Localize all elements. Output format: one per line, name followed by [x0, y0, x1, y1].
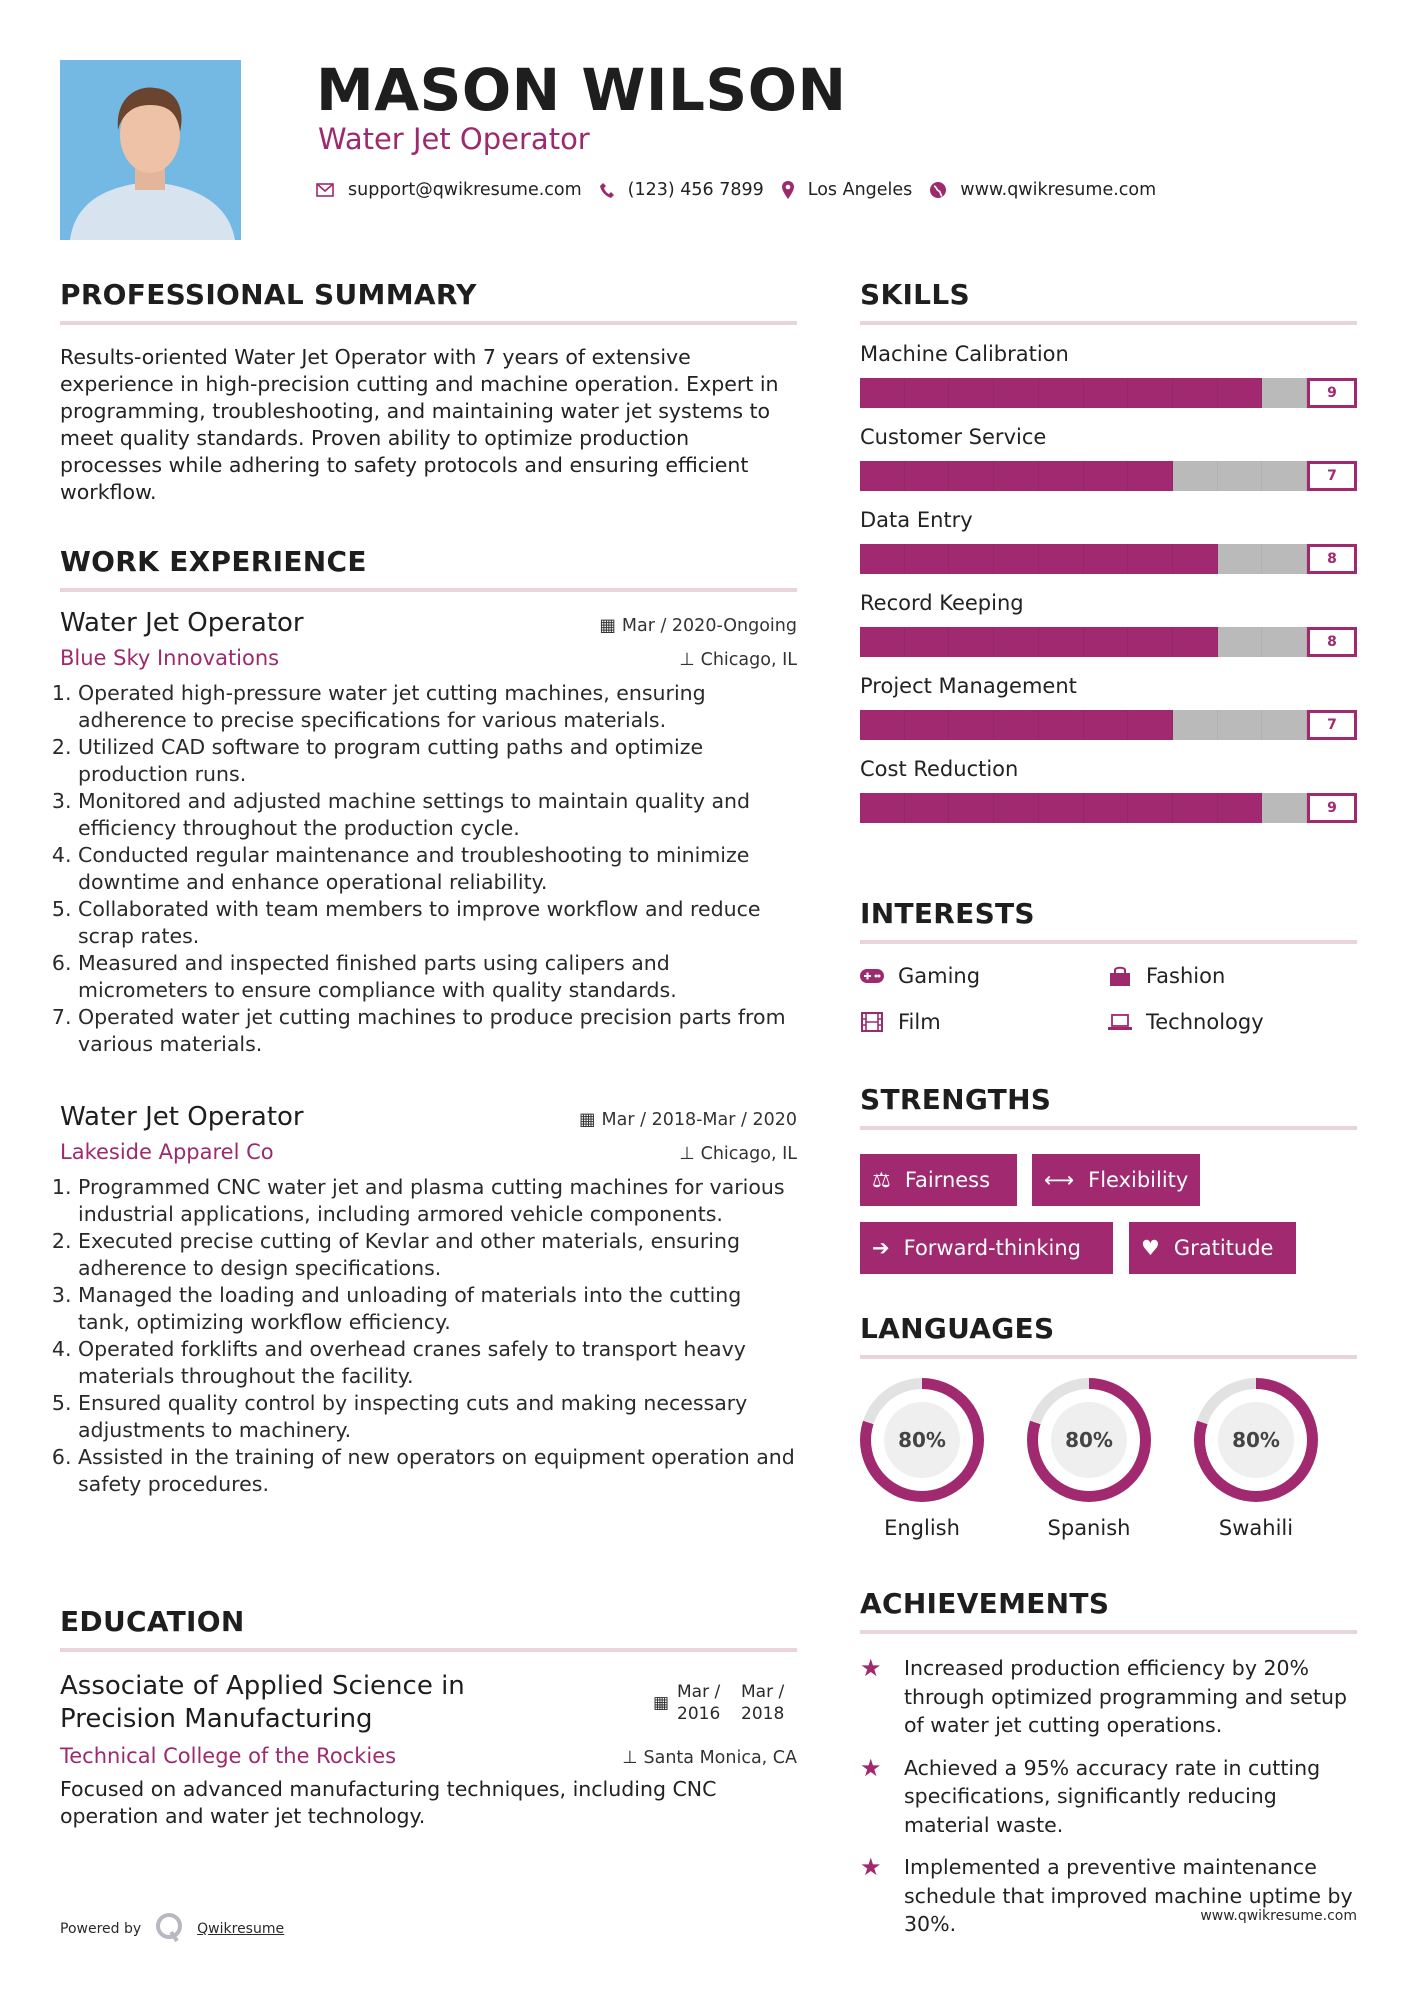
strength-label: Forward-thinking — [903, 1236, 1081, 1260]
dates-text: Mar / 2018-Mar / 2020 — [601, 1110, 797, 1130]
job-location — [679, 650, 797, 670]
interests-section — [860, 897, 1357, 1034]
summary-text: Results-oriented Water Jet Operator with 7 years of extensive experience in high-precision cutting and machine operation. Expert in programming, troubleshooting, and maintaining water jet systems to meet quality standards. Proven ability to optimize production processes while adhering to safety protocols and ensuring efficient workflow. — [60, 345, 779, 504]
location-text: Chicago, IL — [700, 650, 797, 670]
section-heading: PROFESSIONAL SUMMARY — [60, 278, 477, 311]
map-pin-icon — [782, 181, 794, 199]
language-item — [1194, 1378, 1318, 1540]
section-divider — [860, 321, 1357, 325]
section-heading: WORK EXPERIENCE — [60, 545, 367, 578]
skill-label: Record Keeping — [860, 591, 1024, 615]
interest-fashion — [1108, 964, 1356, 988]
achievement-text: Achieved a 95% accuracy rate in cutting specifications, significantly reducing material waste. — [904, 1755, 1321, 1837]
skill-bar — [860, 378, 1307, 408]
company-name: Lakeside Apparel Co — [60, 1140, 274, 1164]
heart-icon: ♥ — [1141, 1236, 1160, 1260]
calendar-icon: ▦ — [578, 1110, 596, 1130]
location-text: Santa Monica, CA — [643, 1748, 797, 1768]
job-position: Water Jet Operator — [60, 608, 304, 638]
languages-section — [860, 1312, 1357, 1552]
school-location — [622, 1748, 797, 1768]
skills-list — [860, 342, 1357, 823]
skill-label: Machine Calibration — [860, 342, 1069, 366]
calendar-icon: ▦ — [652, 1693, 669, 1713]
strength-badge-forward-thinking — [860, 1222, 1113, 1274]
language-name: English — [884, 1516, 960, 1540]
powered-by — [60, 1912, 284, 1946]
education-section — [60, 1605, 797, 1830]
qwikresume-logo-icon — [155, 1912, 183, 1946]
footer-url[interactable]: www.qwikresume.com — [1200, 1908, 1357, 1924]
interest-label: Gaming — [898, 964, 981, 988]
qwikresume-link[interactable]: Qwikresume — [197, 1921, 285, 1937]
skill-bar — [860, 544, 1307, 574]
shopping-bag-icon — [1108, 966, 1132, 986]
responsibility-list — [60, 680, 797, 1058]
education-dates — [653, 1670, 797, 1736]
list-item: 7. Operated water jet cutting machines to produce precision parts from various materials. — [78, 1004, 797, 1058]
strength-label: Fairness — [904, 1168, 991, 1192]
list-item: 5. Collaborated with team members to improve workflow and reduce scrap rates. — [78, 896, 797, 950]
section-heading: ACHIEVEMENTS — [860, 1587, 1110, 1620]
dates-text: Mar / 2020-Ongoing — [621, 616, 797, 636]
location-text: Chicago, IL — [700, 1144, 797, 1164]
section-divider — [60, 1648, 797, 1652]
contact-bar — [316, 180, 1174, 200]
skill-label: Customer Service — [860, 425, 1047, 449]
section-divider — [860, 1126, 1357, 1130]
phone-icon — [600, 182, 614, 198]
list-item: 2. Utilized CAD software to program cutting paths and optimize production runs. — [78, 734, 797, 788]
language-progress-ring — [1027, 1378, 1151, 1502]
list-item: 3. Managed the loading and unloading of materials into the cutting tank, optimizing workflow efficiency. — [78, 1282, 797, 1336]
strengths-section — [860, 1083, 1357, 1283]
section-divider — [60, 321, 797, 325]
achievement-text: Increased production efficiency by 20% through optimized programming and setup of water jet cutting operations. — [904, 1656, 1348, 1737]
language-percent: 80% — [1218, 1402, 1294, 1478]
start-date: Mar / 2016 — [677, 1682, 721, 1724]
skill-score: 7 — [1307, 461, 1357, 491]
interest-label: Technology — [1146, 1010, 1264, 1034]
skill-label: Data Entry — [860, 508, 973, 532]
skill-item — [860, 674, 1357, 740]
strength-label: Gratitude — [1173, 1236, 1274, 1260]
section-divider — [860, 1630, 1357, 1634]
candidate-name: MASON WILSON — [316, 56, 847, 124]
arrow-right-icon: ➔ — [872, 1236, 890, 1260]
language-name: Spanish — [1047, 1516, 1131, 1540]
globe-icon — [930, 182, 946, 198]
language-progress-ring — [1194, 1378, 1318, 1502]
list-item: 4. Operated forklifts and overhead cranes safely to transport heavy materials throughout the facility. — [78, 1336, 797, 1390]
list-item: 1. Operated high-pressure water jet cutting machines, ensuring adherence to precise specifications for various materials. — [78, 680, 797, 734]
language-percent: 80% — [1051, 1402, 1127, 1478]
achievement-text: Implemented a preventive maintenance schedule that improved machine uptime by 30%. — [904, 1855, 1353, 1936]
strength-badge-fairness — [860, 1154, 1017, 1206]
section-heading: EDUCATION — [60, 1605, 245, 1638]
responsibility-list — [60, 1174, 797, 1498]
language-item — [860, 1378, 984, 1540]
interest-film — [860, 1010, 1108, 1034]
pushpin-icon: ⊥ — [622, 1748, 638, 1768]
list-item: 6. Assisted in the training of new operators on equipment operation and safety procedures. — [78, 1444, 797, 1498]
star-icon: ★ — [860, 1753, 882, 1782]
education-description: Focused on advanced manufacturing techniques, including CNC operation and water jet technology. — [60, 1777, 717, 1828]
job-position: Water Jet Operator — [60, 1102, 304, 1132]
website-link[interactable]: www.qwikresume.com — [960, 180, 1157, 200]
skill-score: 9 — [1307, 378, 1357, 408]
language-name: Swahili — [1218, 1516, 1294, 1540]
skill-label: Cost Reduction — [860, 757, 1019, 781]
summary-section — [60, 278, 797, 506]
skill-item — [860, 757, 1357, 823]
section-divider — [860, 940, 1357, 944]
strength-badge-flexibility — [1032, 1154, 1200, 1206]
interest-label: Film — [898, 1010, 941, 1034]
powered-by-label: Powered by — [60, 1921, 142, 1937]
strength-badge-gratitude — [1129, 1222, 1296, 1274]
section-heading: SKILLS — [860, 278, 970, 311]
language-item — [1027, 1378, 1151, 1540]
skill-item — [860, 508, 1357, 574]
section-heading: STRENGTHS — [860, 1083, 1052, 1116]
job-location — [679, 1144, 797, 1164]
interest-gaming — [860, 964, 1108, 988]
laptop-icon — [1108, 1014, 1132, 1030]
phone-text: (123) 456 7899 — [627, 180, 764, 200]
job-entry — [60, 1102, 797, 1498]
company-name: Blue Sky Innovations — [60, 646, 280, 670]
achievement-item — [860, 1853, 1357, 1939]
section-heading: INTERESTS — [860, 897, 1035, 930]
interest-technology — [1108, 1010, 1356, 1034]
degree-title: Associate of Applied Science in Precision Manufacturing — [60, 1671, 465, 1734]
language-percent: 80% — [884, 1402, 960, 1478]
job-entry — [60, 608, 797, 1058]
interest-label: Fashion — [1146, 964, 1226, 988]
skills-section — [860, 278, 1357, 823]
skill-bar — [860, 461, 1307, 491]
profile-photo — [60, 60, 241, 240]
star-icon: ★ — [860, 1853, 882, 1881]
list-item: 3. Monitored and adjusted machine settings to maintain quality and efficiency throughout the production cycle. — [78, 788, 797, 842]
language-progress-ring — [860, 1378, 984, 1502]
achievement-item — [860, 1754, 1357, 1840]
end-date: Mar / 2018 — [741, 1682, 785, 1724]
job-title: Water Jet Operator — [318, 122, 590, 156]
section-divider — [860, 1355, 1357, 1359]
skill-item — [860, 425, 1357, 491]
section-divider — [60, 588, 797, 592]
list-item: 5. Ensured quality control by inspecting cuts and making necessary adjustments to machinery. — [78, 1390, 797, 1444]
skill-bar — [860, 793, 1307, 823]
list-item: 1. Programmed CNC water jet and plasma cutting machines for various industrial applications, including armored vehicle components. — [78, 1174, 797, 1228]
list-item: 2. Executed precise cutting of Kevlar and other materials, ensuring adherence to design specifications. — [78, 1228, 797, 1282]
skill-score: 7 — [1307, 710, 1357, 740]
skill-bar — [860, 627, 1307, 657]
achievements-section — [860, 1587, 1357, 1953]
skill-item — [860, 342, 1357, 408]
calendar-icon: ▦ — [599, 616, 616, 636]
arrows-horizontal-icon: ⟷ — [1044, 1168, 1075, 1192]
email-link[interactable]: support@qwikresume.com — [348, 180, 582, 200]
gamepad-icon — [860, 969, 884, 983]
location-text: Los Angeles — [807, 180, 913, 200]
list-item: 6. Measured and inspected finished parts using calipers and micrometers to ensure compliance with quality standards. — [78, 950, 797, 1004]
pushpin-icon: ⊥ — [679, 1144, 695, 1164]
pushpin-icon: ⊥ — [679, 650, 695, 670]
skill-score: 9 — [1307, 793, 1357, 823]
list-item: 4. Conducted regular maintenance and troubleshooting to minimize downtime and enhance operational reliability. — [78, 842, 797, 896]
balance-scale-icon: ⚖ — [872, 1168, 891, 1192]
achievement-item — [860, 1654, 1357, 1740]
star-icon: ★ — [860, 1654, 882, 1682]
experience-section — [60, 545, 797, 592]
skill-item — [860, 591, 1357, 657]
school-name: Technical College of the Rockies — [60, 1744, 397, 1768]
strength-label: Flexibility — [1088, 1168, 1189, 1192]
film-icon — [860, 1012, 884, 1032]
skill-label: Project Management — [860, 674, 1077, 698]
achievements-list — [860, 1654, 1357, 1939]
section-heading: LANGUAGES — [860, 1312, 1055, 1345]
job-dates — [579, 1110, 797, 1130]
envelope-icon — [316, 183, 334, 197]
skill-score: 8 — [1307, 627, 1357, 657]
job-dates — [599, 616, 797, 636]
skill-score: 8 — [1307, 544, 1357, 574]
skill-bar — [860, 710, 1307, 740]
